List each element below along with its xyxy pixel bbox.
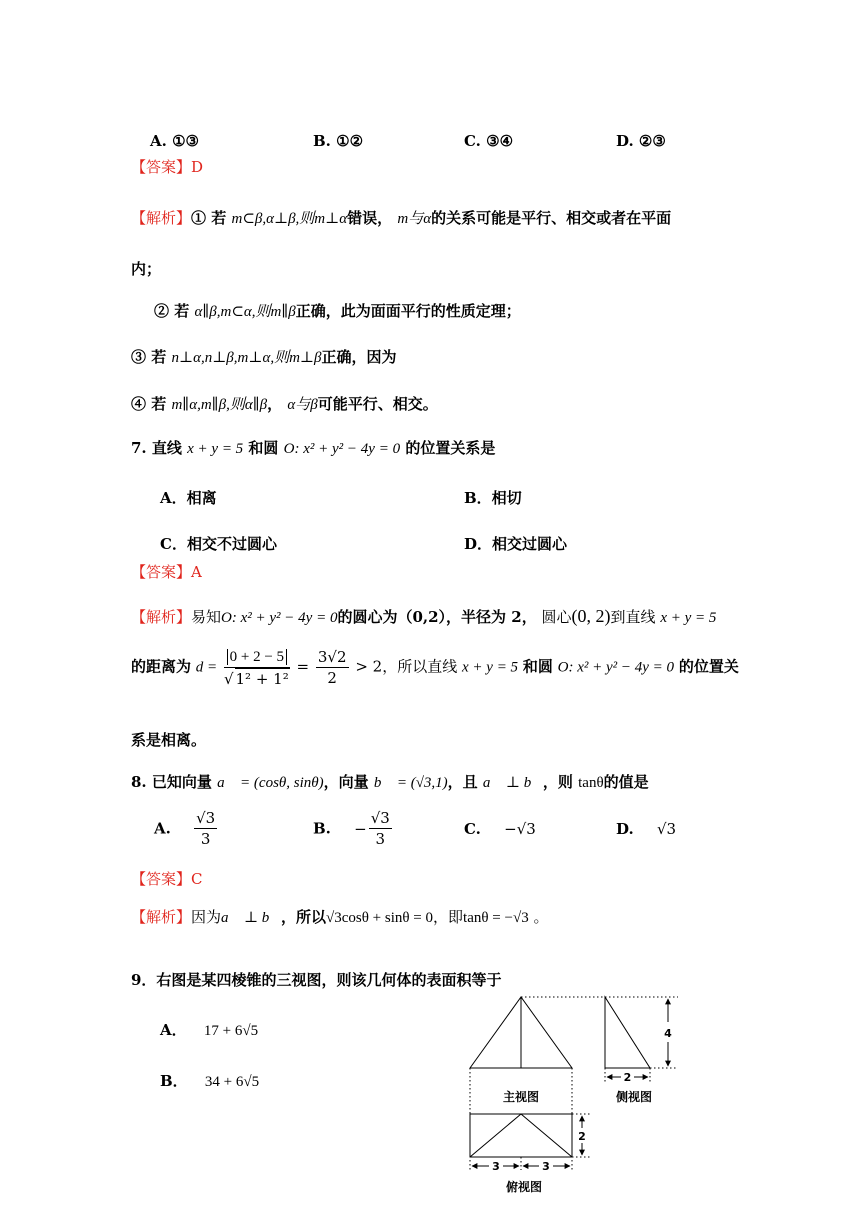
an-mid: ，所以 [280,908,326,926]
q7-line-eq: x + y = 5 [187,441,244,457]
s4-math2: α与β [287,397,318,413]
q7-option-b: B．相切 [464,489,522,507]
dim-top-depth-label: 2 [578,1130,586,1143]
analysis-tag: 【解析】 [131,608,192,626]
q8-tan: tanθ [578,775,604,791]
analysis-tag: 【解析】 [131,209,192,227]
option-label: C. [464,820,481,838]
s4-pre: ④ 若 [131,395,167,413]
a2-pre: 的距离为 [131,657,192,676]
answer-tag: 【答案】 [131,563,192,581]
option-den: 3 [200,830,211,848]
side-view-label: 侧视图 [616,1090,653,1104]
q8-option-c [464,819,536,839]
a1-line: x + y = 5 [660,610,717,626]
q7-stem-mid: 和圆 [248,439,279,457]
q8-stem [131,772,649,793]
q8-vec-b: b⃗ = (√3,1) [373,775,448,791]
top-view-label: 俯视图 [506,1180,543,1194]
option-den: 3 [375,830,386,848]
option-value: 17 + 6√5 [203,1023,259,1039]
a2-frac-1: $\frac{0 + 2 - 5}{\text{√ 1² + 1²}}$ [224,646,290,689]
q6-analysis-s4 [131,394,438,415]
q8-option-b [313,808,394,849]
q7-analysis-2 [131,646,739,689]
s1-math: m⊂β,α⊥β,则m⊥α [231,211,348,227]
a1-center: (0, 2) [571,606,611,626]
dim-top-left-label: 3 [492,1160,500,1173]
side-view [605,997,650,1068]
answer-value: C [191,870,203,888]
a1-center-pre: 圆心 [541,608,572,626]
option-value: √3 [656,820,677,838]
a1-center-post: 到直线 [610,608,656,626]
q7-analysis-3: 系是相离。 [131,731,207,749]
a2-mid2: 和圆 [522,657,553,676]
q6-option-a: A. ①③ [150,132,199,150]
s4-post: 可能平行、相交。 [317,395,438,413]
q9-stem: 9．右图是某四棱锥的三视图，则该几何体的表面积等于 [131,971,502,989]
q6-analysis-s1-cont: 内； [131,260,162,278]
option-label: D. [616,820,634,838]
q7-analysis-1 [131,606,716,628]
option-value: 34 + 6√5 [204,1074,260,1090]
q7-circle-eq: O: x² + y² − 4y = 0 [283,441,401,457]
q6-analysis-s1 [131,208,671,229]
a1-pre: 易知 [191,608,222,626]
option-label: A. [154,819,171,838]
q8-perp: a⃗ ⊥ b⃗ [482,775,543,791]
option-num: √3 [370,809,390,827]
q7-option-d: D．相交过圆心 [464,535,568,553]
an-res: tanθ = −√3 [463,910,529,926]
option-label: A． [160,1021,187,1039]
dim-side-width-label: 2 [623,1071,632,1084]
an-post: 。 [533,908,549,926]
q8-answer [131,869,203,889]
q8-option-a [154,808,219,849]
option-num: √3 [196,809,216,827]
q8-vec-a: a⃗ = (cosθ, sinθ) [217,775,324,791]
an-mid2: ，即 [433,908,464,926]
q8-stem-pre: 8. 已知向量 [131,773,212,791]
an-pre: 因为 [191,908,222,926]
front-view [470,997,572,1068]
a2-den: 1² + 1² [235,670,289,688]
s1-post: 错误， [347,209,393,227]
a2-d: d = [195,659,218,676]
a2-num: 0 + 2 − 5 [227,649,287,665]
a2-frac-2 [316,647,349,688]
s3-post: 正确，因为 [321,348,397,366]
option-frac [369,808,392,849]
q7-answer [131,562,202,582]
s1-post2: 的关系可能是平行、相交或者在平面 [431,209,672,227]
a2-den2: 2 [327,669,337,687]
analysis-tag: 【解析】 [131,908,192,926]
q8-analysis [131,907,549,928]
q8-stem-mid2: ，且 [447,773,478,791]
answer-tag: 【答案】 [131,870,192,888]
s3-pre: ③ 若 [131,348,167,366]
q8-stem-post: 的值是 [603,773,649,791]
s2-pre: ② 若 [154,302,190,320]
a2-eq: = [296,657,310,676]
answer-value: A [191,563,202,581]
q7-option-a: A．相离 [160,489,217,507]
q6-option-d: D. ②③ [616,132,666,150]
option-frac [194,808,217,849]
an-eq: √3cosθ + sinθ = 0 [326,910,434,926]
q7-stem [131,438,495,459]
a2-post: 的位置关 [678,657,739,676]
dim-height-label: 4 [664,1027,672,1040]
dim-top-right-label: 3 [542,1160,550,1173]
q6-option-b: B. ①② [313,132,364,150]
q8-stem-mid3: ，则 [542,773,573,791]
option-sign: − [354,819,367,838]
q6-option-c: C. ③④ [464,132,514,150]
q6-answer [131,157,203,177]
q8-option-d [616,819,676,839]
answer-value: D [191,158,204,176]
an-perp: a⃗ ⊥ b⃗ [221,910,281,926]
option-label: B. [313,819,331,838]
s3-math: n⊥α,n⊥β,m⊥α,则m⊥β [171,350,322,366]
a2-mid: ，所以直线 [382,657,458,676]
s1-pre: ① 若 [191,209,227,227]
q7-stem-pre: 7. 直线 [131,439,182,457]
top-view [470,1114,572,1157]
s4-math: m∥α,m∥β,则α∥β [171,397,268,413]
s2-post: 正确，此为面面平行的性质定理； [295,302,521,320]
q6-analysis-s2 [154,301,521,322]
s4-mid: ， [267,395,283,413]
q9-option-a [160,1020,258,1041]
q7-stem-post: 的位置关系是 [405,439,496,457]
s1-math2: m与α [397,211,432,227]
a2-circle: O: x² + y² − 4y = 0 [557,659,675,676]
a1-circle: O: x² + y² − 4y = 0 [221,610,338,626]
s2-math: α∥β,m⊂α,则m∥β [194,304,296,320]
q8-stem-mid: ，向量 [323,773,369,791]
a1-mid: 的圆心为（0,2），半径为 2， [337,608,537,626]
q9-option-b [160,1071,259,1092]
q7-option-c: C．相交不过圆心 [160,535,277,553]
option-value: −√3 [504,820,536,838]
option-label: B． [160,1072,188,1090]
a2-num2: 3√2 [317,648,347,666]
a2-gt: > 2 [355,657,383,676]
q6-analysis-s3 [131,347,397,368]
dotted-guides [470,997,678,1170]
answer-tag: 【答案】 [131,158,192,176]
front-view-label: 主视图 [503,1090,540,1104]
a2-line: x + y = 5 [462,659,519,676]
